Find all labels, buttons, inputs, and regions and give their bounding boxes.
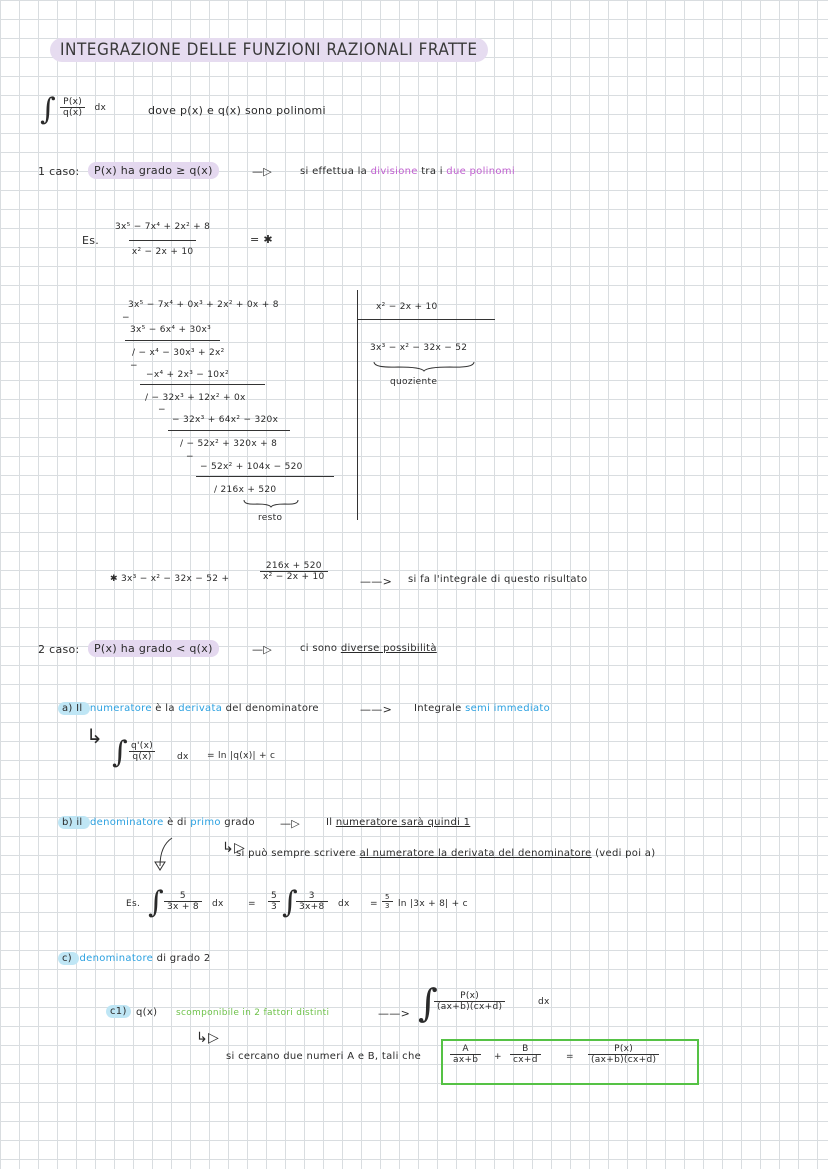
- case2b-integral1: [148, 885, 164, 920]
- case2c1-search-text: si cercano due numeri A e B, tali che: [226, 1051, 422, 1062]
- case1-arrow-icon: —▷: [252, 165, 273, 178]
- partial-rhs: $\frac{P(x)}{(ax+b)(cx+d)}$: [588, 1044, 659, 1065]
- div-row1-sign: −: [122, 313, 130, 323]
- partial-plus: +: [494, 1052, 502, 1062]
- div-row8: / 216x + 520: [214, 485, 277, 495]
- page-title: INTEGRAZIONE DELLE FUNZIONI RAZIONALI FRATTE: [50, 38, 488, 62]
- div-row5: − 32x³ + 64x² − 320x: [172, 415, 279, 425]
- intro-text: dove p(x) e q(x) sono polinomi: [148, 104, 326, 117]
- case1-label: 1 caso:: [38, 165, 80, 178]
- case2b-coef: $\frac{5}{3}$: [268, 891, 280, 912]
- case2a-hook-icon: ↳: [86, 724, 104, 748]
- partial-A: $\frac{A}{ax+b}$: [450, 1044, 481, 1065]
- case1-result-line: ✱ 3x³ − x² − 32x − 52 +: [110, 574, 230, 584]
- case2b-hook-icon: ↳▷: [222, 840, 246, 856]
- case2b-example-fraction2: $\frac{3}{3x+8}$: [296, 891, 328, 912]
- div-row5-sign: −: [158, 405, 166, 415]
- case2b-eq2: =: [370, 899, 378, 909]
- case2b-text: b) il denominatore è di primo grado: [58, 817, 255, 828]
- case1-example-fraction: $\frac{\text{3x⁵ − 7x⁴ + 2x² + 8}}{\text{x² − 2x + 10}}$: [115, 222, 211, 257]
- div-row6: / − 52x² + 320x + 8: [180, 439, 278, 449]
- case1-result-arrow-icon: ——>: [360, 575, 393, 588]
- case2b-example-label: Es.: [126, 899, 141, 909]
- partial-eq: =: [566, 1052, 574, 1062]
- div-quotient: 3x³ − x² − 32x − 52: [370, 343, 468, 353]
- case2b-dx2: dx: [338, 899, 350, 909]
- case2a-text: a) Il numeratore è la derivata del denominatore: [58, 703, 319, 714]
- div-row7: − 52x² + 104x − 520: [200, 462, 303, 472]
- div-divisor: x² − 2x + 10: [376, 302, 438, 312]
- div-quoziente-label: quoziente: [390, 377, 438, 387]
- case1-result: si effettua la divisione tra i due polinomi: [300, 166, 515, 177]
- case2b-coef2: $\frac{5}{3}$: [382, 893, 393, 910]
- integral-sign-icon: ∫: [112, 735, 128, 770]
- case2a-integral: [112, 735, 128, 770]
- case2b-example-fraction: $\frac{5}{3x + 8}$: [164, 891, 202, 912]
- case2a-dx: dx: [177, 752, 189, 762]
- case2c1-label: c1): [106, 1006, 131, 1017]
- case2b-note: si può sempre scrivere al numeratore la derivata del denominatore (vedi poi a): [236, 848, 656, 859]
- case2-label: 2 caso:: [38, 643, 80, 656]
- case2b-dx: dx: [212, 899, 224, 909]
- case1-condition: P(x) ha grado ≥ q(x): [88, 162, 219, 179]
- case2a-eq: = ln |q(x)| + c: [207, 751, 276, 761]
- case2a-fraction: $\frac{q'(x)}{q(x)}$: [131, 741, 154, 762]
- div-resto-label: resto: [258, 513, 283, 523]
- div-dividend: 3x⁵ − 7x⁴ + 0x³ + 2x² + 0x + 8: [128, 300, 279, 310]
- partial-B: $\frac{B}{cx+d}$: [510, 1044, 541, 1065]
- case2-condition: P(x) ha grado < q(x): [88, 640, 219, 657]
- integral-sign-icon: ∫: [40, 92, 56, 127]
- intro-integral: [40, 92, 56, 127]
- case2c-text: c) denominatore di grado 2: [58, 953, 211, 964]
- div-row3-sign: −: [130, 361, 138, 371]
- div-row2: / − x⁴ − 30x³ + 2x²: [132, 348, 225, 358]
- case2b-eq: =: [248, 899, 256, 909]
- case2c1-q: q(x): [136, 1007, 158, 1018]
- case1-result-fraction: $\frac{216x + 520}{\text{x² − 2x + 10}}$: [260, 561, 328, 582]
- case2c1-dx: dx: [538, 997, 550, 1007]
- div-row7-sign: −: [186, 452, 194, 462]
- case2c1-arrow-icon: ——>: [378, 1007, 411, 1020]
- case2c1-hook-icon: ↳▷: [196, 1030, 220, 1046]
- case2c1-text: scomponibile in 2 fattori distinti: [176, 1008, 330, 1018]
- case2a-result: Integrale semi immediato: [414, 703, 551, 714]
- integral-sign-icon: ∫: [282, 885, 298, 920]
- div-row4: / − 32x³ + 12x² + 0x: [145, 393, 246, 403]
- case1-example-label: Es.: [82, 234, 100, 247]
- case2b-arrow-icon: —▷: [280, 817, 301, 830]
- case2-arrow-icon: —▷: [252, 643, 273, 656]
- integral-sign-icon: ∫: [418, 981, 438, 1025]
- div-row3: −x⁴ + 2x³ − 10x²: [146, 370, 229, 380]
- case2a-arrow-icon: ——>: [360, 703, 393, 716]
- case1-example-eq: = ✱: [250, 233, 273, 246]
- case1-result-text: si fa l'integrale di questo risultato: [408, 574, 588, 585]
- case2c1-fraction: $\frac{P(x)}{(ax+b)(cx+d)}$: [434, 991, 505, 1012]
- case2-text: ci sono diverse possibilità: [300, 643, 437, 654]
- quotient-brace-icon: [372, 360, 476, 372]
- case2b-down-arrow-icon: [152, 836, 176, 872]
- intro-fraction: $\frac{P(x)}{q(x)}$ dx: [60, 97, 106, 118]
- case2b-result: Il numeratore sarà quindi 1: [326, 817, 471, 828]
- integral-sign-icon: ∫: [148, 885, 164, 920]
- case2b-result-eq: ln |3x + 8| + c: [398, 899, 468, 909]
- div-row1: 3x⁵ − 6x⁴ + 30x³: [130, 325, 212, 335]
- resto-brace-icon: [242, 498, 300, 508]
